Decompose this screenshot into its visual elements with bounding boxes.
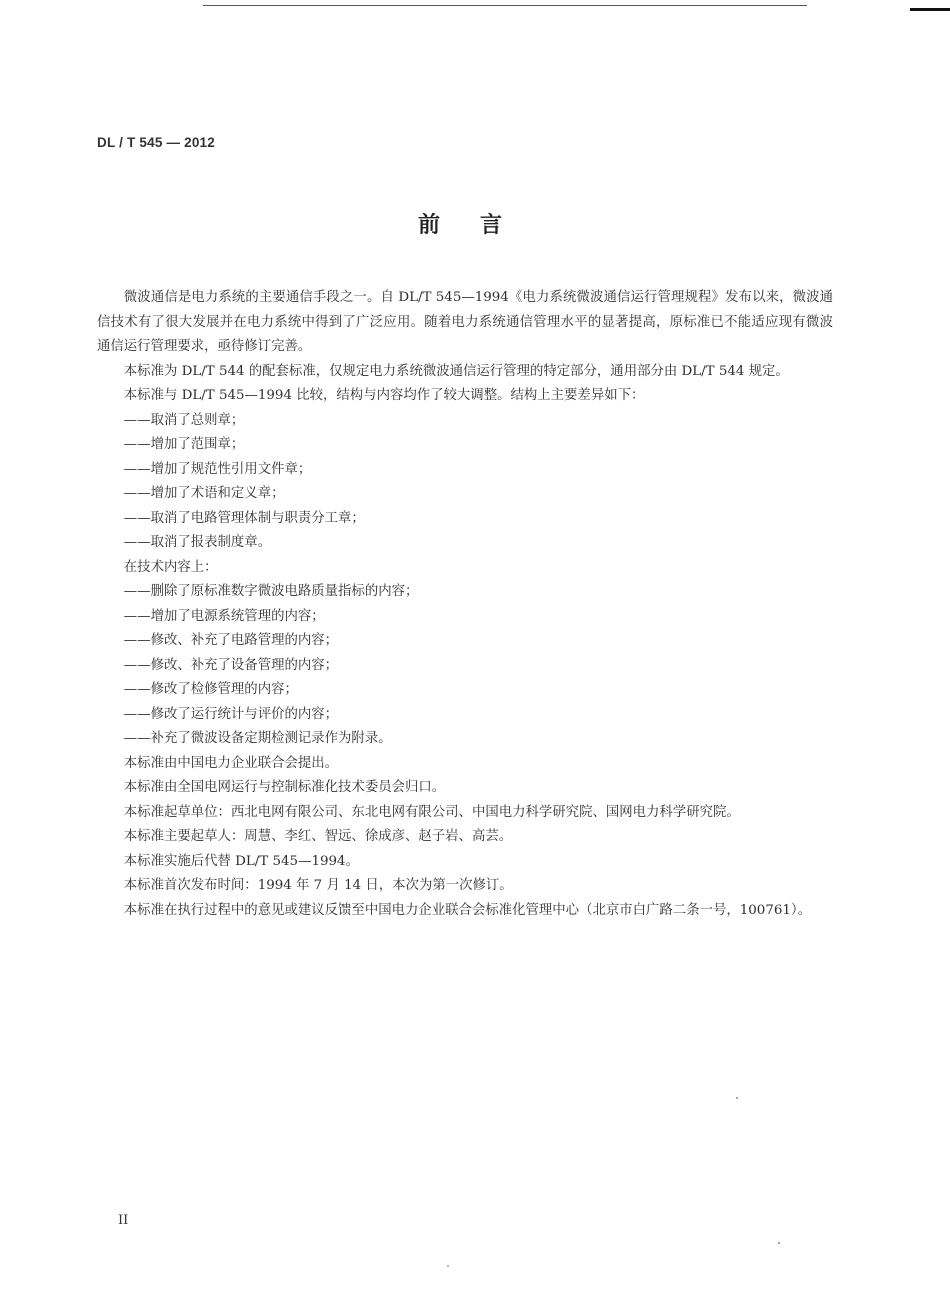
structure-change-item: ——增加了规范性引用文件章；: [123, 461, 312, 477]
closing-paragraph: 本标准由中国电力企业联合会提出。: [123, 755, 339, 771]
structure-change-item: ——取消了报表制度章。: [123, 535, 272, 550]
structure-change-item: ——增加了范围章；: [123, 437, 245, 452]
technical-change-item: ——删除了原标准数字微波电路质量指标的内容；: [123, 584, 419, 599]
paragraph: 微波通信是电力系统的主要通信手段之一。自 DL/T 545—1994《电力系统微波通信运行管理规程》发布以来，微波通信技术有了很大发展并在电力系统中得到了广泛应用。随着电力系统通信管理水平的显著提高，原标准已不能适应现有微波通信运行管理要求，亟待修订完善。: [97, 290, 833, 354]
corner-mark: [910, 8, 950, 11]
page-number: II: [118, 1213, 129, 1228]
scan-speck: [736, 1097, 738, 1099]
closing-paragraph: 本标准起草单位：西北电网有限公司、东北电网有限公司、中国电力科学研究院、国网电力科学研究院。: [123, 804, 740, 820]
closing-paragraph: 本标准首次发布时间：1994 年 7 月 14 日，本次为第一次修订。: [123, 878, 513, 893]
technical-change-item: ——修改了检修管理的内容；: [123, 682, 298, 697]
structure-change-item: ——增加了术语和定义章；: [123, 486, 285, 501]
technical-change-item: ——增加了电源系统管理的内容；: [123, 608, 325, 624]
technical-change-item: ——修改、补充了设备管理的内容；: [123, 657, 339, 673]
scan-speck: [447, 1265, 449, 1267]
technical-change-item: ——修改、补充了电路管理的内容；: [123, 633, 339, 648]
standard-code-header: DL / T 545 — 2012: [97, 135, 215, 150]
closing-paragraph: 本标准实施后代替 DL/T 545—1994。: [123, 853, 359, 869]
preface-body: [97, 286, 833, 923]
closing-paragraph: 本标准主要起草人：周慧、李红、智远、徐成彦、赵子岩、高芸。: [123, 829, 513, 844]
paragraph: 本标准为 DL/T 544 的配套标准，仅规定电力系统微波通信运行管理的特定部分，通用部分由 DL/T 544 规定。: [123, 363, 789, 379]
structure-change-item: ——取消了总则章；: [123, 412, 245, 428]
technical-change-item: ——补充了微波设备定期检测记录作为附录。: [123, 731, 392, 746]
technical-intro: 在技术内容上：: [123, 559, 218, 575]
paragraph: 本标准与 DL/T 545—1994 比较，结构与内容均作了较大调整。结构上主要差异如下：: [123, 388, 645, 403]
scan-speck: [778, 1242, 780, 1244]
closing-paragraph: 本标准由全国电网运行与控制标准化技术委员会归口。: [123, 780, 446, 795]
top-rule: [203, 5, 807, 6]
page-title: 前言: [417, 213, 542, 238]
technical-change-item: ——修改了运行统计与评价的内容；: [123, 706, 339, 722]
structure-change-item: ——取消了电路管理体制与职责分工章；: [123, 510, 365, 526]
closing-paragraph: 本标准在执行过程中的意见或建议反馈至中国电力企业联合会标准化管理中心（北京市白广路二条一号，100761）。: [123, 902, 811, 918]
